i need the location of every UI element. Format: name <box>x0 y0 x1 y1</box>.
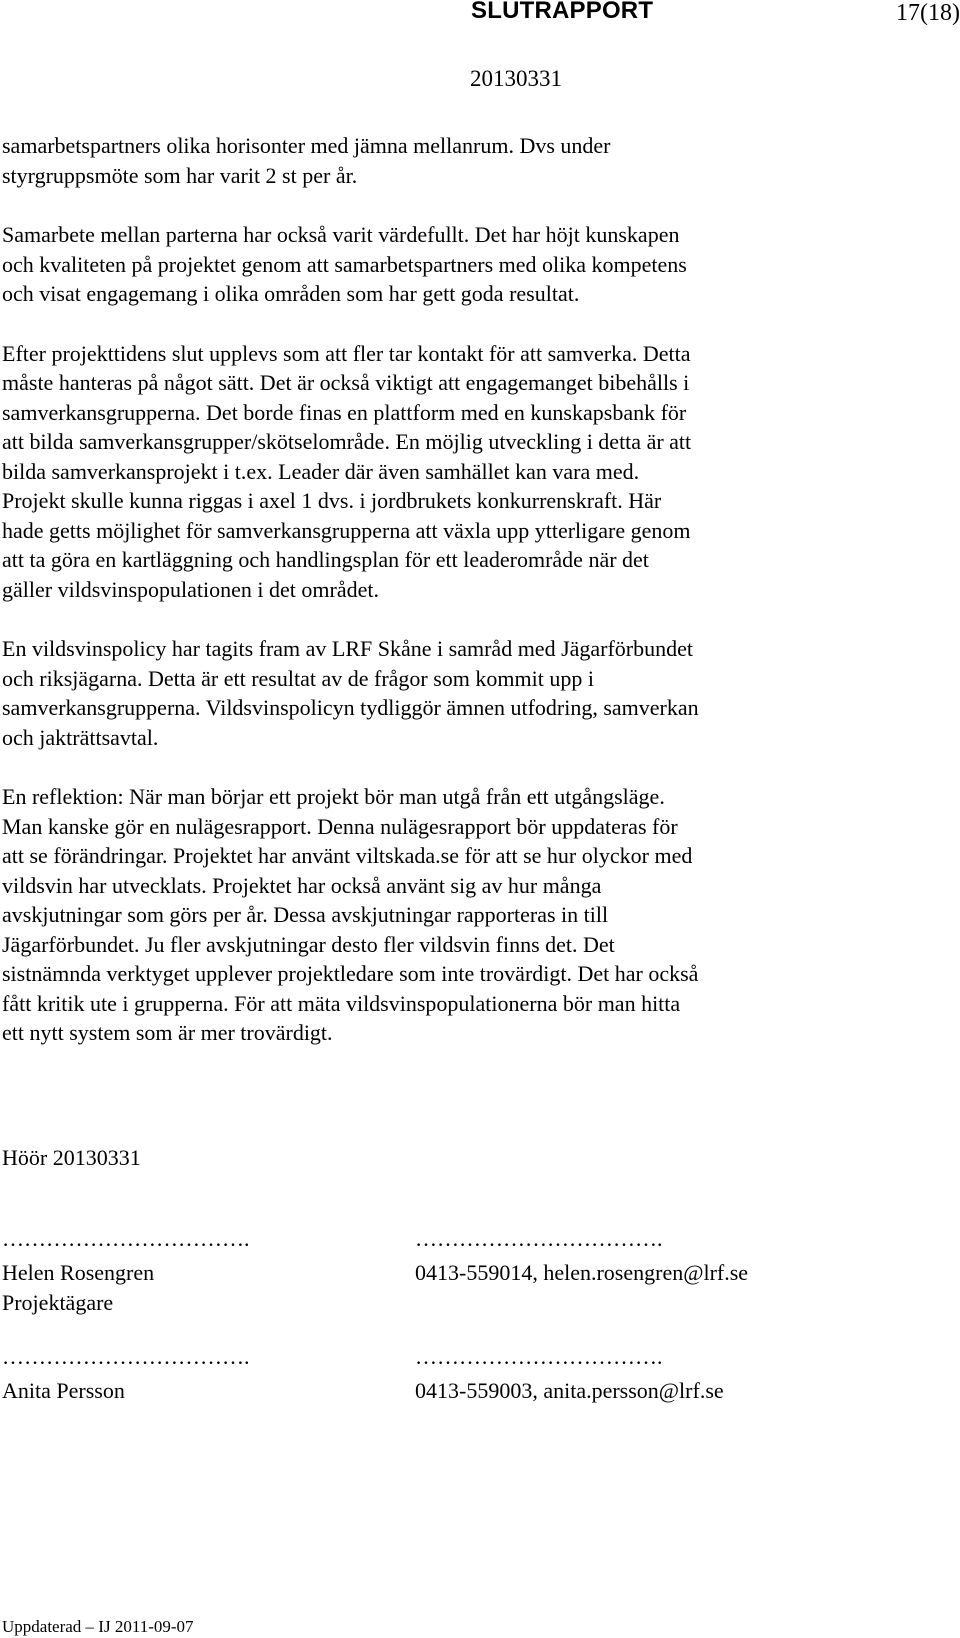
page-number: 17(18) <box>896 0 960 26</box>
paragraph: Efter projekttidens slut upplevs som att fler tar kontakt för att samverka. Detta måste hanteras på något sätt. Det är också viktigt att engagemanget bibehålls i samverkansgrupperna. Det borde finas en plattform med en kunskapsbank för att bilda samverkansgrupper/skötselområde. En möjlig utveckling i detta är att bilda samverkansprojekt i t.ex. Leader där även samhället kan vara med. Projekt skulle kunna riggas i axel 1 dvs. i jordbrukets konkurrenskraft. Här hade getts möjlighet för samverkansgrupperna att växla upp ytterligare genom att ta göra en kartläggning och handlingsplan för ett leaderområde när det gäller vildsvinspopulationen i det området. <box>2 340 692 602</box>
signature-line: ……………………………. <box>2 1344 250 1369</box>
signer-name: Helen Rosengren <box>2 1260 155 1285</box>
signature-line: ……………………………. <box>2 1226 250 1251</box>
signer-name: Anita Persson <box>2 1378 125 1403</box>
signer-contact: 0413-559014, helen.rosengren@lrf.se <box>415 1260 749 1285</box>
report-title: SLUTRAPPORT <box>471 0 654 24</box>
signer-contact: 0413-559003, anita.persson@lrf.se <box>415 1378 724 1403</box>
paragraph: Samarbete mellan parterna har också varit värdefullt. Det har höjt kunskapen och kvaliteten på projektet genom att samarbetspartners med olika kompetens och visat engagemang i olika områden som har gett goda resultat. <box>2 222 687 306</box>
header-date: 20130331 <box>470 66 562 91</box>
signature-line: ……………………………. <box>415 1344 663 1369</box>
report-body <box>2 131 952 1078</box>
paragraph: En reflektion: När man börjar ett projekt bör man utgå från ett utgångsläge. Man kanske gör en nulägesrapport. Denna nulägesrapport bör uppdateras för att se förändringar. Projektet har använt viltskada.se för att se hur olyckor med vildsvin har utvecklats. Projektet har också använt sig av hur många avskjutningar som görs per år. Dessa avskjutningar rapporteras in till Jägarförbundet. Ju fler avskjutningar desto fler vildsvin finns det. Det sistnämnda verktyget upplever projektledare som inte trovärdigt. Det har också fått kritik ute i grupperna. För att mäta vildsvinspopulationerna bör man hitta ett nytt system som är mer trovärdigt. <box>2 784 699 1045</box>
signature-line: ……………………………. <box>415 1226 663 1251</box>
place-and-date: Höör 20130331 <box>2 1145 141 1170</box>
paragraph: samarbetspartners olika horisonter med jämna mellanrum. Dvs under styrgruppsmöte som har varit 2 st per år. <box>2 133 611 188</box>
signer-role: Projektägare <box>2 1290 114 1315</box>
paragraph: En vildsvinspolicy har tagits fram av LRF Skåne i samråd med Jägarförbundet och riksjägarna. Detta är ett resultat av de frågor som kommit upp i samverkansgrupperna. Vildsvinspolicyn tydliggör ämnen utfodring, samverkan och jakträttsavtal. <box>2 636 699 750</box>
footer-updated: Uppdaterad – IJ 2011-09-07 <box>2 1617 194 1636</box>
